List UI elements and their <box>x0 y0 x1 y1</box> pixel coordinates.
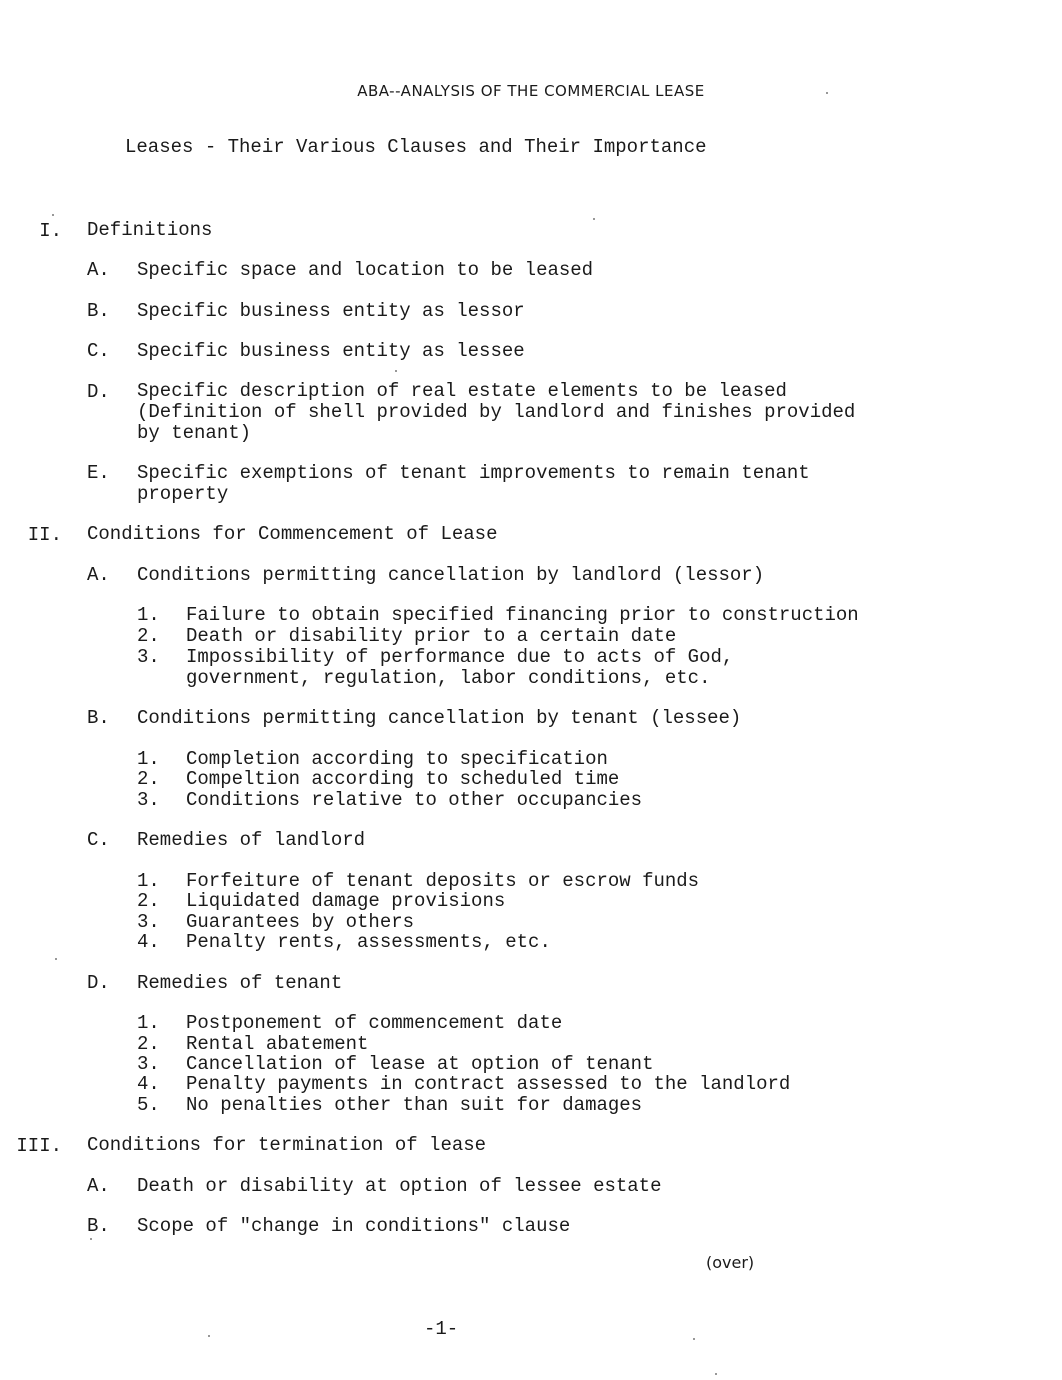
sub-text: Cancellation of lease at option of tenant <box>186 1053 654 1075</box>
sub-number: 3. <box>137 911 160 933</box>
sub-number: 2. <box>137 768 160 790</box>
sub-number: 3. <box>137 646 160 668</box>
item-text: Conditions permitting cancellation by landlord (lessor) <box>137 564 765 586</box>
scan-speck <box>208 1335 210 1337</box>
sub-number: 4. <box>137 1073 160 1095</box>
scan-speck <box>52 214 54 216</box>
sub-text: Conditions relative to other occupancies <box>186 789 643 811</box>
sub-text: government, regulation, labor conditions, etc. <box>186 667 711 689</box>
sub-number: 2. <box>137 890 160 912</box>
document-title: Leases - Their Various Clauses and Their Importance <box>125 136 707 158</box>
item-letter: D. <box>87 381 110 403</box>
scan-speck <box>55 958 57 960</box>
section-number: I. <box>39 220 62 242</box>
section-heading: Conditions for termination of lease <box>87 1134 487 1156</box>
sub-number: 2. <box>137 625 160 647</box>
sub-text: Compeltion according to scheduled time <box>186 768 620 790</box>
sub-text: Penalty payments in contract assessed to the landlord <box>186 1073 791 1095</box>
item-text: Remedies of tenant <box>137 972 343 994</box>
section-number: III. <box>16 1135 62 1157</box>
item-text: by tenant) <box>137 422 252 444</box>
sub-number: 1. <box>137 748 160 770</box>
document-header: ABA--ANALYSIS OF THE COMMERCIAL LEASE <box>357 82 705 100</box>
sub-text: Forfeiture of tenant deposits or escrow funds <box>186 870 700 892</box>
sub-text: Failure to obtain specified financing prior to construction <box>186 604 859 626</box>
item-letter: B. <box>87 1215 110 1237</box>
sub-text: Guarantees by others <box>186 911 415 933</box>
sub-text: No penalties other than suit for damages <box>186 1094 643 1116</box>
sub-text: Completion according to specification <box>186 748 608 770</box>
item-text: Scope of "change in conditions" clause <box>137 1215 571 1237</box>
scan-speck <box>593 218 595 220</box>
sub-number: 1. <box>137 1012 160 1034</box>
page-number: -1- <box>424 1318 459 1340</box>
sub-number: 1. <box>137 870 160 892</box>
section-heading: Definitions <box>87 219 213 241</box>
item-text: Specific description of real estate elements to be leased <box>137 380 787 402</box>
item-letter: D. <box>87 972 110 994</box>
item-text: Specific exemptions of tenant improvements to remain tenant <box>137 462 810 484</box>
sub-number: 3. <box>137 789 160 811</box>
item-letter: C. <box>87 340 110 362</box>
sub-text: Rental abatement <box>186 1033 369 1055</box>
item-text: property <box>137 483 229 505</box>
sub-number: 4. <box>137 931 160 953</box>
item-text: Death or disability at option of lessee estate <box>137 1175 662 1197</box>
scan-speck <box>693 1338 695 1340</box>
sub-number: 3. <box>137 1053 160 1075</box>
section-heading: Conditions for Commencement of Lease <box>87 523 498 545</box>
sub-text: Death or disability prior to a certain date <box>186 625 677 647</box>
item-text: Specific business entity as lessee <box>137 340 525 362</box>
scan-speck <box>826 92 828 94</box>
item-letter: B. <box>87 300 110 322</box>
item-text: Specific business entity as lessor <box>137 300 525 322</box>
item-text: Conditions permitting cancellation by tenant (lessee) <box>137 707 742 729</box>
sub-number: 5. <box>137 1094 160 1116</box>
item-text: (Definition of shell provided by landlord and finishes provided <box>137 401 856 423</box>
item-text: Specific space and location to be leased <box>137 259 594 281</box>
item-letter: B. <box>87 707 110 729</box>
sub-text: Postponement of commencement date <box>186 1012 563 1034</box>
sub-number: 2. <box>137 1033 160 1055</box>
sub-number: 1. <box>137 604 160 626</box>
item-letter: A. <box>87 564 110 586</box>
item-letter: A. <box>87 1175 110 1197</box>
continued-note: (over) <box>706 1253 755 1272</box>
scan-speck <box>715 1373 717 1375</box>
sub-text: Impossibility of performance due to acts of God, <box>186 646 734 668</box>
item-letter: A. <box>87 259 110 281</box>
item-letter: E. <box>87 462 110 484</box>
scan-speck <box>395 370 397 372</box>
item-text: Remedies of landlord <box>137 829 366 851</box>
sub-text: Penalty rents, assessments, etc. <box>186 931 551 953</box>
sub-text: Liquidated damage provisions <box>186 890 506 912</box>
section-number: II. <box>27 524 62 546</box>
item-letter: C. <box>87 829 110 851</box>
scan-speck <box>90 1238 92 1240</box>
